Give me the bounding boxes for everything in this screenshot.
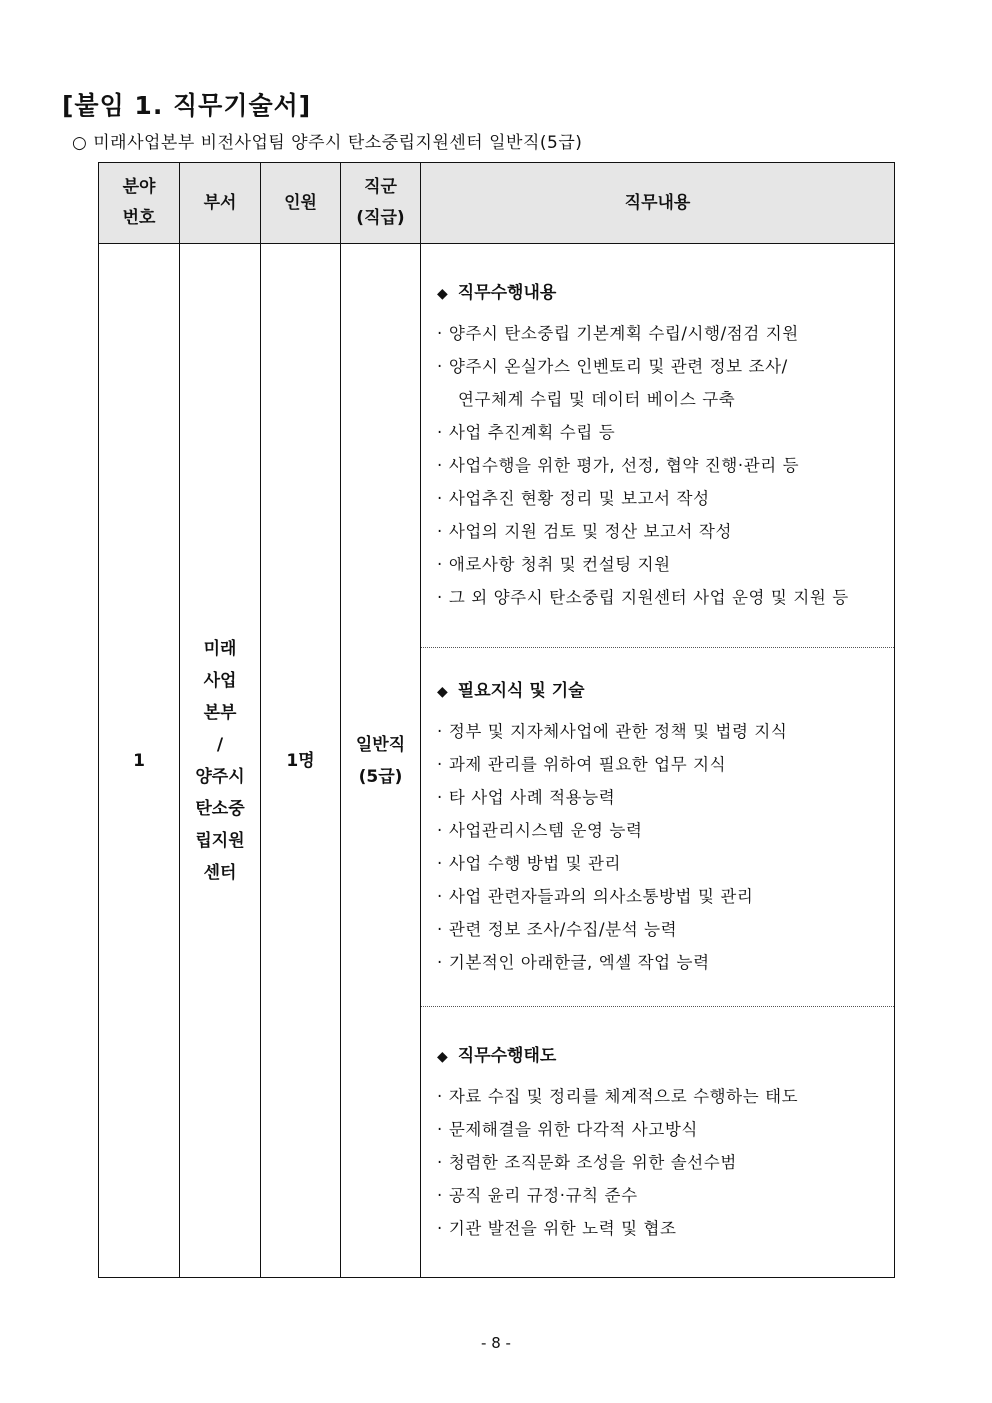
header-grade: 직군 (직급): [341, 163, 421, 244]
list-item-text: 정부 및 지자체사업에 관한 정책 및 법령 지식: [448, 722, 788, 741]
list-item-text: 청렴한 조직문화 조성을 위한 솔선수범: [448, 1153, 737, 1172]
item-list: [437, 715, 894, 979]
list-item: [437, 1146, 894, 1179]
cell-grade: 일반직 (5급): [341, 244, 421, 1278]
bullet-dot-icon: ·: [437, 1153, 443, 1172]
list-item-text: 기관 발전을 위한 노력 및 협조: [448, 1219, 677, 1238]
list-item-text: 그 외 양주시 탄소중립 지원센터 사업 운영 및 지원 등: [448, 588, 849, 607]
diamond-icon: ◆: [437, 684, 448, 700]
dept-line: 립지원: [195, 830, 245, 851]
list-item: [437, 1212, 894, 1245]
section-duty-content: [421, 244, 894, 648]
dept-lines: [181, 633, 259, 889]
document-subtitle: ○ 미래사업본부 비전사업팀 양주시 탄소중립지원센터 일반직(5급): [72, 133, 583, 153]
list-item: [437, 781, 894, 814]
document-title: [붙임 1. 직무기술서]: [62, 91, 312, 120]
bullet-dot-icon: ·: [437, 324, 443, 343]
dept-line: 탄소중: [195, 798, 245, 819]
bullet-dot-icon: ·: [437, 755, 443, 774]
dept-line: 센터: [203, 862, 237, 883]
list-item-text: 타 사업 사례 적용능력: [448, 788, 616, 807]
list-item-text: 사업관리시스템 운영 능력: [448, 821, 643, 840]
list-item: [437, 814, 894, 847]
item-list: [437, 317, 894, 614]
list-item: [437, 748, 894, 781]
bullet-dot-icon: ·: [437, 1219, 443, 1238]
cell-duty: [421, 244, 895, 1278]
list-item: [437, 350, 894, 383]
header-row: [99, 163, 895, 244]
page-number: - 8 -: [481, 1334, 511, 1352]
dept-line: 양주시: [195, 766, 245, 787]
list-item-text: 사업의 지원 검토 및 정산 보고서 작성: [448, 522, 733, 541]
list-item: [437, 847, 894, 880]
diamond-icon: ◆: [437, 1049, 448, 1065]
bullet-dot-icon: ·: [437, 489, 443, 508]
job-description-table: [98, 162, 895, 1278]
bullet-dot-icon: ·: [437, 854, 443, 873]
list-item-text: 사업수행을 위한 평가, 선정, 협약 진행·관리 등: [448, 456, 800, 475]
section-heading: ◆ 필요지식 및 기술: [437, 681, 585, 701]
list-item-text: 사업 관련자들과의 의사소통방법 및 관리: [448, 887, 754, 906]
bullet-dot-icon: ·: [437, 821, 443, 840]
bullet-dot-icon: ·: [437, 722, 443, 741]
bullet-dot-icon: ·: [437, 1087, 443, 1106]
cell-count: 1명: [261, 244, 341, 1278]
list-item: [437, 581, 894, 614]
section-knowledge-skills: [421, 648, 894, 1007]
section-attitude: [421, 1007, 894, 1277]
header-dept: 부서: [180, 163, 261, 244]
list-item-text: 공직 윤리 규정·규칙 준수: [448, 1186, 638, 1205]
bullet-dot-icon: ·: [437, 522, 443, 541]
list-item: [437, 946, 894, 979]
list-item: [437, 515, 894, 548]
list-item-text: 과제 관리를 위하여 필요한 업무 지식: [448, 755, 727, 774]
bullet-dot-icon: ·: [437, 555, 443, 574]
list-item: [437, 383, 894, 416]
list-item: [437, 715, 894, 748]
bullet-dot-icon: ·: [437, 788, 443, 807]
list-item: [437, 548, 894, 581]
list-item: [437, 482, 894, 515]
list-item: [437, 880, 894, 913]
section-heading: ◆ 직무수행태도: [437, 1046, 557, 1066]
list-item: [437, 416, 894, 449]
dept-line: 본부: [203, 702, 237, 723]
list-item-text: 양주시 온실가스 인벤토리 및 관련 정보 조사/: [448, 357, 788, 376]
diamond-icon: ◆: [437, 286, 448, 302]
list-item-text: 자료 수집 및 정리를 체계적으로 수행하는 태도: [448, 1087, 799, 1106]
header-field-no: 분야 번호: [99, 163, 180, 244]
dept-line: /: [216, 734, 224, 755]
bullet-dot-icon: ·: [437, 920, 443, 939]
cell-dept: [180, 244, 261, 1278]
list-item: [437, 913, 894, 946]
list-item-text: 양주시 탄소중립 기본계획 수립/시행/점검 지원: [448, 324, 799, 343]
bullet-dot-icon: ·: [437, 1120, 443, 1139]
list-item-text: 사업추진 현황 정리 및 보고서 작성: [448, 489, 710, 508]
list-item-text: 관련 정보 조사/수집/분석 능력: [448, 920, 678, 939]
header-count: 인원: [261, 163, 341, 244]
bullet-dot-icon: ·: [437, 588, 443, 607]
item-list: [437, 1080, 894, 1245]
dept-line: 사업: [203, 670, 237, 691]
section-heading: ◆ 직무수행내용: [437, 283, 557, 303]
bullet-dot-icon: ·: [437, 887, 443, 906]
dept-line: 미래: [203, 638, 237, 659]
list-item-text: 기본적인 아래한글, 엑셀 작업 능력: [448, 953, 710, 972]
header-duty: 직무내용: [421, 163, 895, 244]
list-item-text: 문제해결을 위한 다각적 사고방식: [448, 1120, 698, 1139]
bullet-dot-icon: ·: [437, 953, 443, 972]
list-item-text: 애로사항 청취 및 컨설팅 지원: [448, 555, 671, 574]
bullet-dot-icon: ·: [437, 1186, 443, 1205]
list-item: [437, 449, 894, 482]
bullet-dot-icon: ·: [437, 456, 443, 475]
list-item: [437, 317, 894, 350]
list-item: [437, 1080, 894, 1113]
table-row: [99, 244, 895, 1278]
list-item: [437, 1113, 894, 1146]
list-item-text: 연구체계 수립 및 데이터 베이스 구축: [458, 390, 736, 409]
list-item-text: 사업 추진계획 수립 등: [448, 423, 616, 442]
cell-field-no: 1: [99, 244, 180, 1278]
bullet-dot-icon: ·: [437, 357, 443, 376]
bullet-dot-icon: ·: [437, 423, 443, 442]
list-item: [437, 1179, 894, 1212]
list-item-text: 사업 수행 방법 및 관리: [448, 854, 622, 873]
